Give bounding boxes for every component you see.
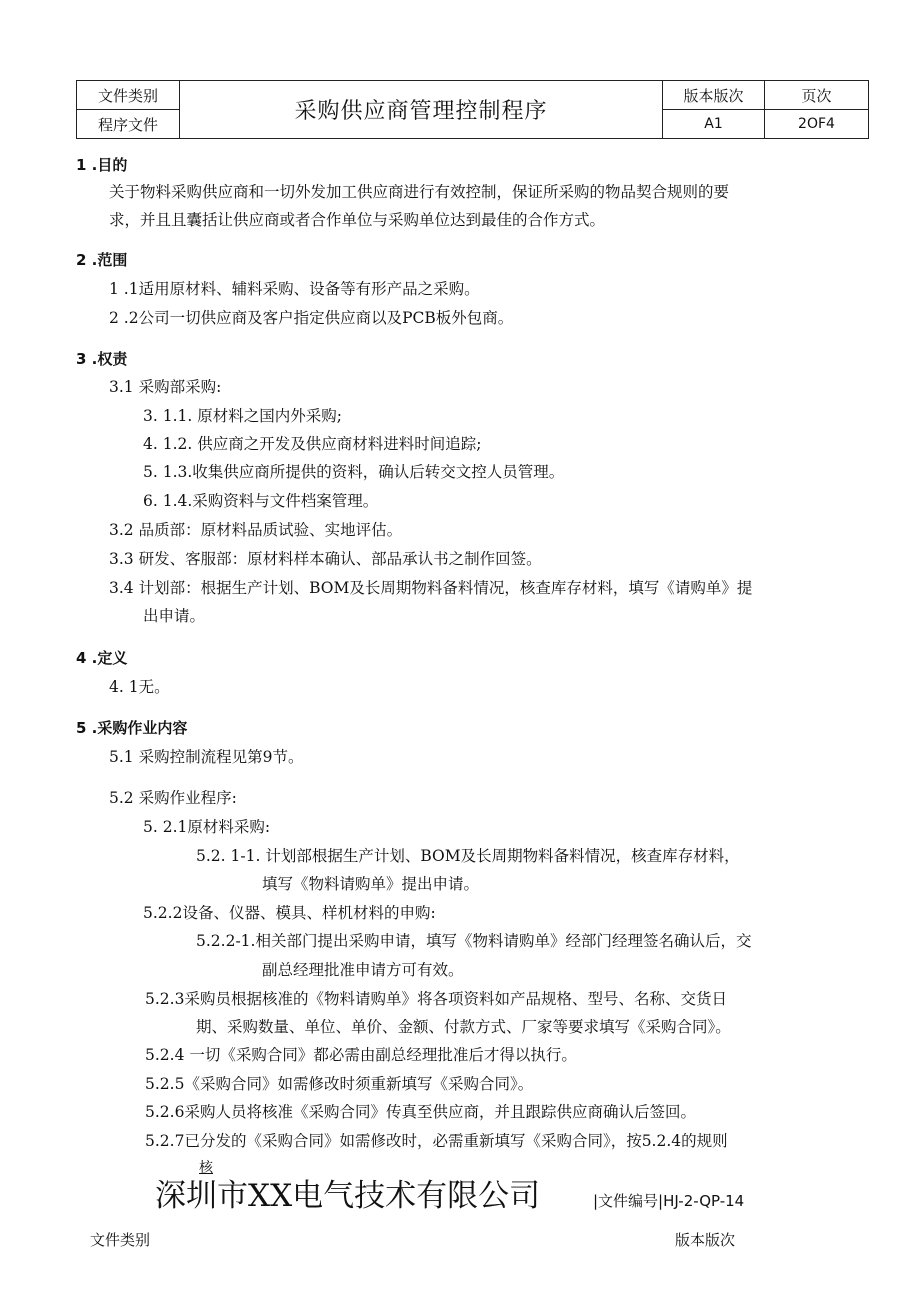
section-5-2-1-1-line2: 填写《物料请购单》提出申请。 xyxy=(262,875,480,893)
section-5-2-2-1-line1: 5.2.2-1.相关部门提出采购申请，填写《物料请购单》经部门经理签名确认后，交 xyxy=(196,932,752,950)
section-3-3: 3.3 研发、客服部：原材料样本确认、部品承认书之制作回签。 xyxy=(109,550,542,568)
company-name: 深圳市XX电气技术有限公司 xyxy=(155,1178,541,1214)
section-2-item-2: 2 .2公司一切供应商及客户指定供应商以及PCB板外包商。 xyxy=(109,309,514,327)
document-title: 采购供应商管理控制程序 xyxy=(180,81,663,139)
section-3-1-1: 3. 1.1. 原材料之国内外采购; xyxy=(143,407,342,425)
section-5-2-7-cont: 核 xyxy=(199,1160,213,1176)
section-5-2-7: 5.2.7已分发的《采购合同》如需修改时，必需重新填写《采购合同》，按5.2.4的规则 xyxy=(145,1132,728,1150)
section-5-1: 5.1 采购控制流程见第9节。 xyxy=(109,748,304,766)
footer-doc-type-label: 文件类别 xyxy=(90,1231,151,1249)
section-5-2-6: 5.2.6采购人员将核准《采购合同》传真至供应商，并且跟踪供应商确认后签回。 xyxy=(145,1103,696,1121)
section-5-2-1-1-line1: 5.2. 1-1. 计划部根据生产计划、BOM及长周期物料备料情况，核查库存材料， xyxy=(196,847,740,865)
page-value: 2OF4 xyxy=(765,110,869,139)
section-2-heading: 2 .范围 xyxy=(76,251,128,269)
section-3-1-3: 5. 1.3.收集供应商所提供的资料，确认后转交文控人员管理。 xyxy=(143,463,565,481)
section-4-heading: 4 .定义 xyxy=(76,649,128,667)
section-1-text-line2: 求，并且且囊括让供应商或者合作单位与采购单位达到最佳的合作方式。 xyxy=(109,211,606,229)
section-3-1: 3.1 采购部采购: xyxy=(109,378,222,396)
footer-version-label: 版本版次 xyxy=(675,1231,736,1249)
section-1-heading: 1 .目的 xyxy=(76,156,128,174)
section-2-item-1: 1 .1适用原材料、辅料采购、设备等有形产品之采购。 xyxy=(109,280,480,298)
section-3-heading: 3 .权责 xyxy=(76,350,128,368)
section-5-2-3-line1: 5.2.3采购员根据核准的《物料请购单》将各项资料如产品规格、型号、名称、交货日 xyxy=(145,990,727,1008)
doc-type-label: 文件类别 xyxy=(77,81,180,110)
section-5-2-2-1-line2: 副总经理批准申请方可有效。 xyxy=(262,961,464,979)
section-5-heading: 5 .采购作业内容 xyxy=(76,719,188,737)
section-5-2-3-line2: 期、采购数量、单位、单价、金额、付款方式、厂家等要求填写《采购合同》。 xyxy=(196,1018,731,1036)
section-5-2-5: 5.2.5《采购合同》如需修改时须重新填写《采购合同》。 xyxy=(145,1075,534,1093)
version-value: A1 xyxy=(663,110,765,139)
section-1-text-line1: 关于物料采购供应商和一切外发加工供应商进行有效控制，保证所采购的物品契合规则的要 xyxy=(109,183,730,201)
doc-type-value: 程序文件 xyxy=(77,110,180,139)
section-3-1-2: 4. 1.2. 供应商之开发及供应商材料进料时间追踪; xyxy=(143,435,482,453)
section-5-2: 5.2 采购作业程序: xyxy=(109,789,237,807)
version-label: 版本版次 xyxy=(663,81,765,110)
section-3-2: 3.2 品质部：原材料品质试验、实地评估。 xyxy=(109,521,403,539)
section-3-4-line1: 3.4 计划部：根据生产计划、BOM及长周期物料备料情况，核查库存材料，填写《请购单》提 xyxy=(109,579,753,597)
section-5-2-1: 5. 2.1原材料采购: xyxy=(143,818,271,836)
page-label: 页次 xyxy=(765,81,869,110)
section-5-2-4: 5.2.4 一切《采购合同》都必需由副总经理批准后才得以执行。 xyxy=(145,1046,577,1064)
file-number: |文件编号|HJ-2-QP-14 xyxy=(593,1192,745,1210)
document-header-table xyxy=(76,80,869,139)
section-4-1: 4. 1无。 xyxy=(109,678,170,696)
section-3-1-4: 6. 1.4.采购资料与文件档案管理。 xyxy=(143,492,379,510)
section-3-4-line2: 出申请。 xyxy=(143,607,206,625)
section-5-2-2: 5.2.2设备、仪器、模具、样机材料的申购: xyxy=(143,904,436,922)
